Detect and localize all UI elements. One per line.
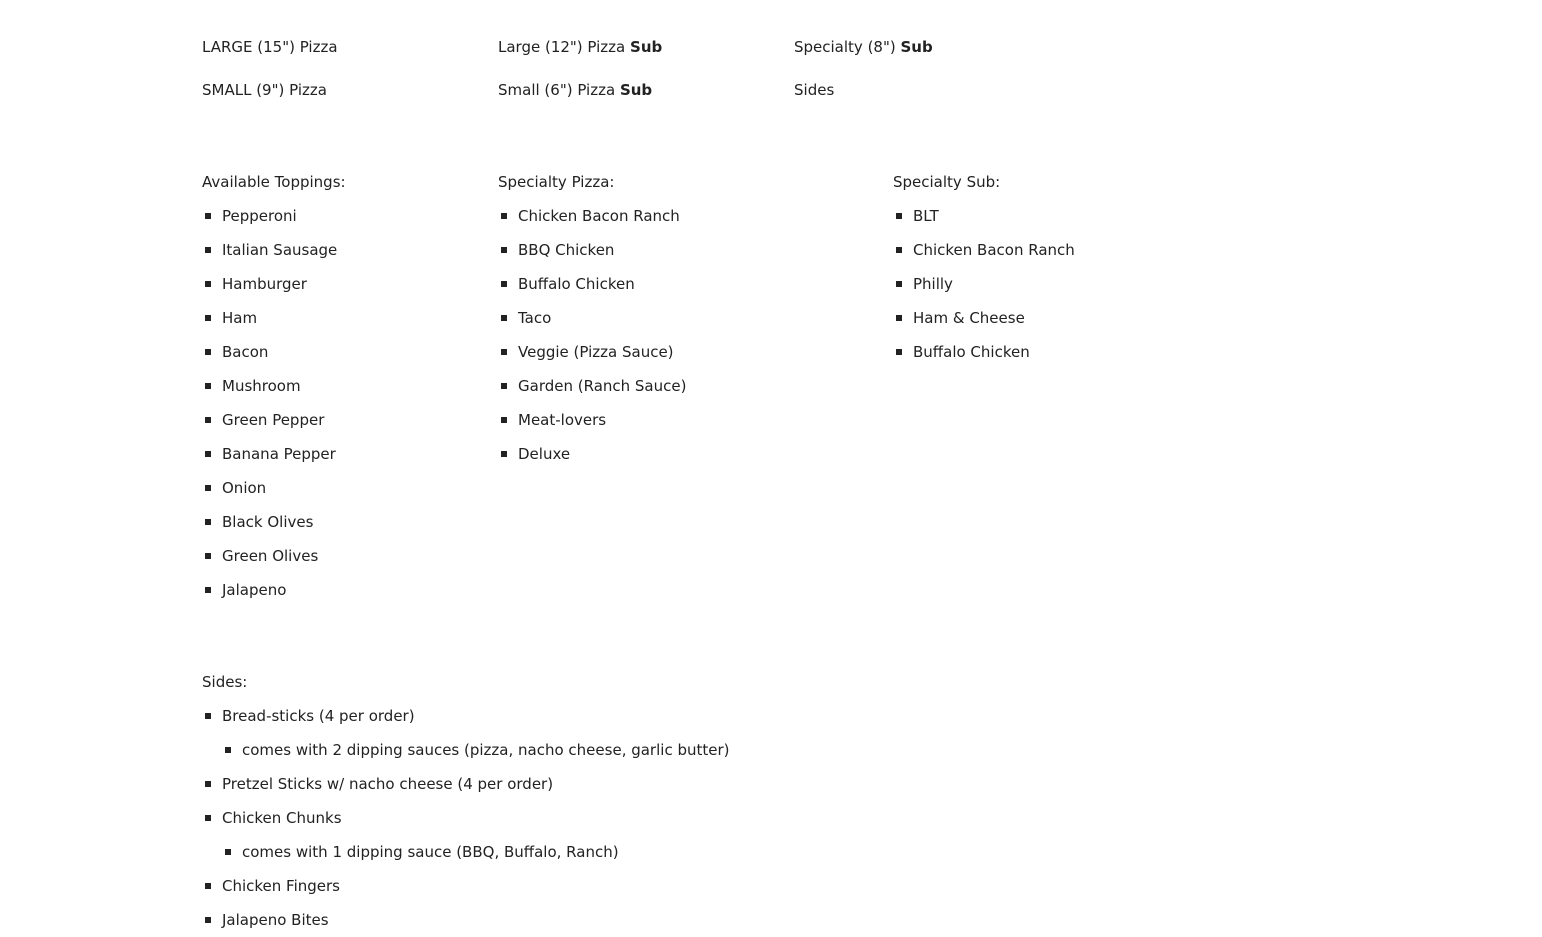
nav-small-sub-suffix: Sub <box>619 81 653 99</box>
list-item: Taco <box>498 301 686 335</box>
list-item: Bread-sticks (4 per order) <box>202 699 730 733</box>
list-item: Chicken Chunks <box>202 801 730 835</box>
toppings-heading: Available Toppings: <box>202 173 346 191</box>
specialty-pizza-heading: Specialty Pizza: <box>498 173 615 191</box>
list-item: Ham & Cheese <box>893 301 1075 335</box>
specialty-sub-list <box>893 199 1075 369</box>
list-item: Green Pepper <box>202 403 337 437</box>
list-item: Pretzel Sticks w/ nacho cheese (4 per order) <box>202 767 730 801</box>
list-item: comes with 2 dipping sauces (pizza, nacho cheese, garlic butter) <box>202 733 730 767</box>
list-item: comes with 1 dipping sauce (BBQ, Buffalo, Ranch) <box>202 835 730 869</box>
sides-list <box>202 699 730 937</box>
list-item: Jalapeno <box>202 573 337 607</box>
nav-large-sub-suffix: Sub <box>630 38 663 56</box>
list-item: Chicken Bacon Ranch <box>498 199 686 233</box>
list-item: Jalapeno Bites <box>202 903 730 937</box>
list-item: Bacon <box>202 335 337 369</box>
nav-specialty-sub-suffix: Sub <box>900 38 933 56</box>
list-item: Hamburger <box>202 267 337 301</box>
list-item: Ham <box>202 301 337 335</box>
nav-specialty-sub-prefix: Specialty (8") <box>794 38 896 56</box>
list-item: Buffalo Chicken <box>498 267 686 301</box>
list-item: Deluxe <box>498 437 686 471</box>
list-item: Banana Pepper <box>202 437 337 471</box>
list-item: Onion <box>202 471 337 505</box>
list-item: Chicken Fingers <box>202 869 730 903</box>
list-item: Chicken Bacon Ranch <box>893 233 1075 267</box>
nav-small-sub-prefix: Small (6") Pizza <box>498 81 616 99</box>
list-item: Black Olives <box>202 505 337 539</box>
nav-small-pizza[interactable] <box>202 80 327 100</box>
specialty-sub-heading: Specialty Sub: <box>893 173 1001 191</box>
list-item: Green Olives <box>202 539 337 573</box>
sides-heading: Sides: <box>202 673 248 691</box>
list-item: Veggie (Pizza Sauce) <box>498 335 686 369</box>
nav-large-sub-prefix: Large (12") Pizza <box>498 38 626 56</box>
nav-small-sub[interactable] <box>498 80 652 100</box>
nav-large-pizza-label: LARGE (15") Pizza <box>202 38 338 56</box>
specialty-pizza-list <box>498 199 686 471</box>
list-item: Meat-lovers <box>498 403 686 437</box>
toppings-list <box>202 199 337 607</box>
list-item: BBQ Chicken <box>498 233 686 267</box>
nav-sides-label: Sides <box>794 81 835 99</box>
list-item: Italian Sausage <box>202 233 337 267</box>
nav-small-pizza-label: SMALL (9") Pizza <box>202 81 327 99</box>
list-item: Garden (Ranch Sauce) <box>498 369 686 403</box>
nav-large-pizza[interactable] <box>202 37 338 57</box>
nav-large-sub[interactable] <box>498 37 662 57</box>
nav-sides[interactable] <box>794 80 834 100</box>
list-item: Pepperoni <box>202 199 337 233</box>
list-item: Mushroom <box>202 369 337 403</box>
nav-specialty-sub[interactable] <box>794 37 933 57</box>
list-item: Philly <box>893 267 1075 301</box>
list-item: Buffalo Chicken <box>893 335 1075 369</box>
list-item: BLT <box>893 199 1075 233</box>
